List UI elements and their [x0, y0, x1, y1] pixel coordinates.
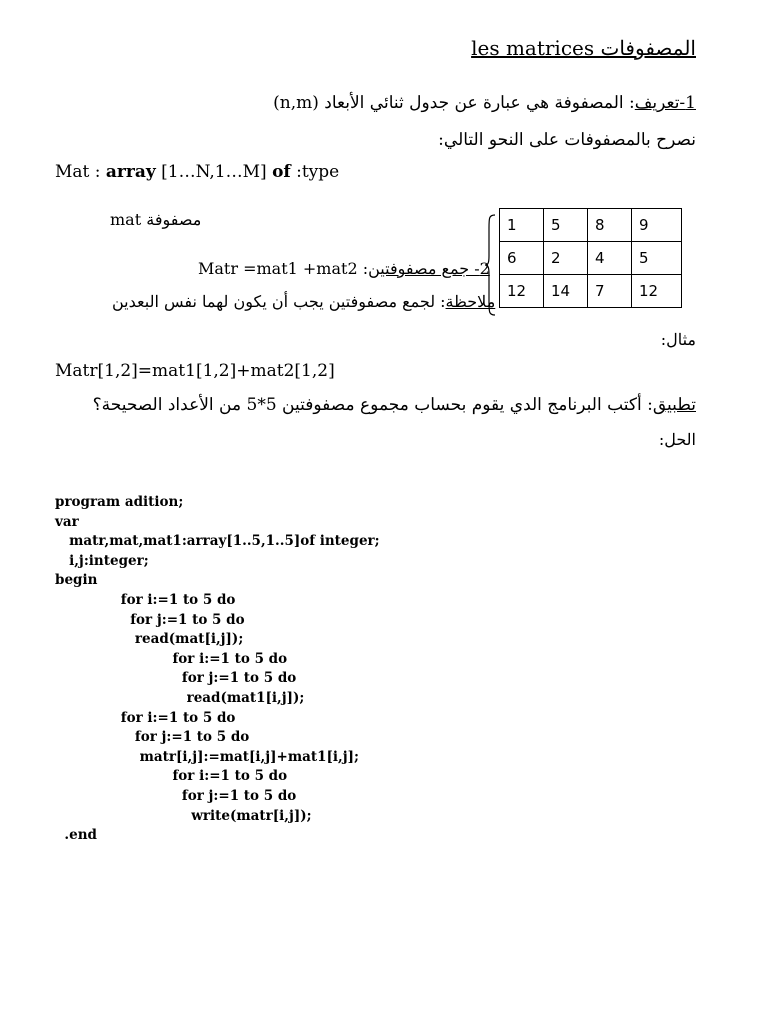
- array-keyword: array: [105, 162, 156, 182]
- definition-line: [273, 93, 696, 113]
- matrix-cell: 14: [544, 275, 588, 308]
- code-line: for i:=1 to 5 do: [55, 768, 288, 785]
- code-line: program adition;: [55, 494, 184, 510]
- matrix-cell: 2: [544, 242, 588, 275]
- code-line: matr[i,j]:=mat[i,j]+mat1[i,j];: [55, 748, 359, 765]
- matrix-row: [500, 275, 682, 308]
- matrix-cell: 6: [500, 242, 544, 275]
- matrix-cell: 8: [588, 209, 632, 242]
- matrix-cell: 12: [632, 275, 682, 308]
- code-line: begin: [55, 572, 98, 589]
- application-line: [93, 395, 696, 415]
- matrix-label: mat مصفوفة: [110, 210, 202, 229]
- matrix-cell: 7: [588, 275, 632, 308]
- example-label: مثال:: [660, 330, 696, 349]
- code-line: matr,mat,mat1:array[1..5,1..5]of integer;: [55, 533, 380, 550]
- matrix-table: [499, 208, 682, 308]
- code-block: [55, 493, 380, 846]
- matrix-row: [500, 242, 682, 275]
- code-line: for i:=1 to 5 do: [55, 591, 236, 608]
- declaration-syntax: [55, 162, 339, 182]
- code-line: write(matr[i,j]);: [55, 807, 312, 824]
- application-text: : أكتب البرنامج الدي يقوم بحساب مجموع مصفوفتين 5*5 من الأعداد الصحيحة؟: [92, 395, 653, 415]
- of-keyword: of: [272, 162, 291, 182]
- matrix-row: [500, 209, 682, 242]
- brace-icon: [484, 214, 496, 316]
- formula: Matr[1,2]=mat1[1,2]+mat2[1,2]: [55, 361, 335, 381]
- definition-text: : المصفوفة هي عبارة عن جدول ثنائي الأبعاد (n,m): [273, 93, 635, 113]
- note-text: : لجمع مصفوفتين يجب أن يكون لهما نفس البعدين: [112, 292, 446, 311]
- code-line: read(mat[i,j]);: [55, 631, 244, 648]
- sum-text: : Matr =mat1 +mat2: [198, 259, 369, 278]
- solution-label: الحل:: [658, 430, 696, 449]
- sum-label: 2- جمع مصفوفتين: [368, 259, 490, 278]
- code-line: for j:=1 to 5 do: [55, 787, 297, 804]
- code-line: for i:=1 to 5 do: [55, 709, 236, 726]
- note-line: [112, 292, 495, 311]
- matrix-cell: 4: [588, 242, 632, 275]
- code-line: for j:=1 to 5 do: [55, 670, 297, 687]
- matrix-cell: 1: [500, 209, 544, 242]
- code-line: for j:=1 to 5 do: [55, 611, 245, 628]
- matrix-cell: 9: [632, 209, 682, 242]
- declaration-suffix: :type: [290, 162, 340, 182]
- code-line: var: [55, 513, 79, 530]
- declaration-range: [1…N,1…M]: [155, 162, 273, 182]
- application-label: تطبيق: [652, 395, 696, 415]
- declaration-prefix: Mat :: [55, 162, 106, 182]
- code-line: i,j:integer;: [55, 552, 149, 569]
- code-line: .end: [55, 827, 97, 844]
- matrix-cell: 12: [500, 275, 544, 308]
- declaration-intro: نصرح بالمصفوفات على النحو التالي:: [438, 130, 696, 150]
- code-line: read(mat1[i,j]);: [55, 689, 305, 706]
- matrix-cell: 5: [544, 209, 588, 242]
- matrix-cell: 5: [632, 242, 682, 275]
- code-line: for j:=1 to 5 do: [55, 729, 250, 746]
- note-label: ملاحظة: [445, 292, 496, 311]
- definition-label: 1-تعريف: [634, 93, 696, 113]
- page-title: les matrices المصفوفات: [471, 36, 696, 60]
- code-line: for i:=1 to 5 do: [55, 650, 288, 667]
- sum-line: [198, 259, 490, 278]
